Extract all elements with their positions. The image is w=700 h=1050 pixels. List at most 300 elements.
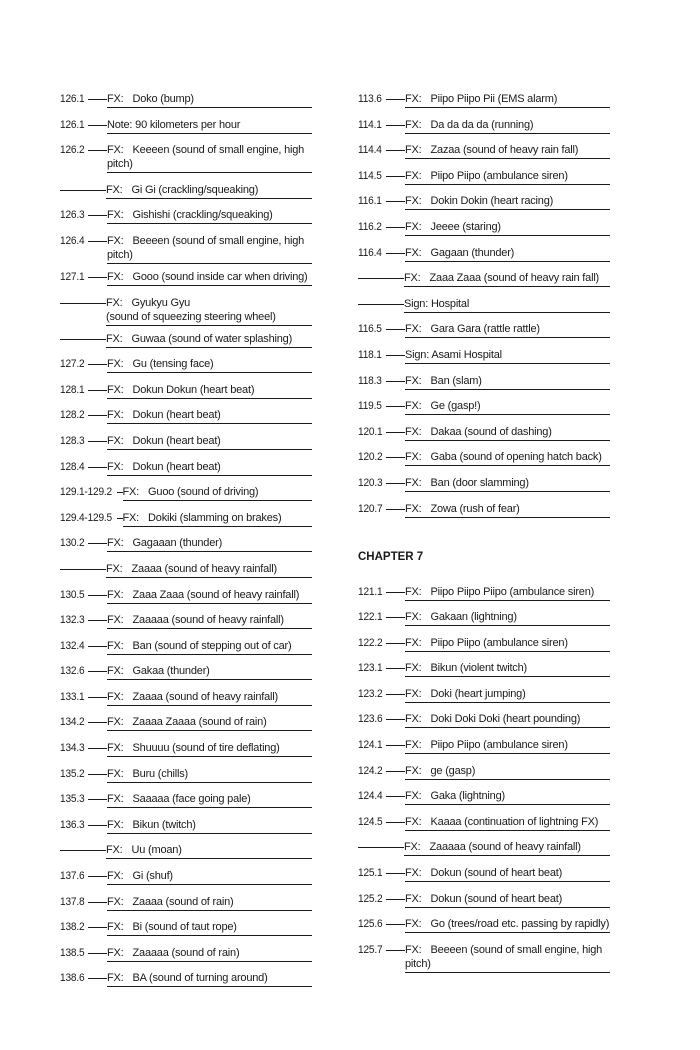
entry-description: Asami Hospital [431,348,502,361]
leader-line [386,406,405,407]
entry-type-label: FX: [405,815,422,828]
entry-description: Go (trees/road etc. passing by rapidly) [430,918,610,931]
entry-type-label: FX: [405,662,422,675]
entry-type-label: FX: [107,270,124,283]
entry-type-label: FX: [405,246,422,259]
entry-body [405,636,610,652]
glossary-entry [60,792,312,808]
glossary-entry [358,712,610,728]
glossary-entry [358,585,610,601]
leader-line [386,822,405,823]
entry-description: Zaaa Zaaa (sound of heavy rainfall) [132,588,300,601]
entry-page-number: 116.4 [358,246,382,259]
entry-type-label: FX: [405,867,422,880]
entry-description: Gi (shuf) [132,870,173,883]
glossary-entry [60,332,312,348]
leader-line [88,364,107,365]
leader-line [386,227,405,228]
entry-page-number: 120.7 [358,502,383,515]
glossary-entry [358,764,610,780]
entry-page-number: 136.3 [60,818,85,831]
entry-description: Gishishi (crackling/squeaking) [132,209,273,222]
entry-description: Gyukyu Gyu (sound of squeezing steering wheel) [106,296,276,323]
entry-description: Gakaa (thunder) [132,665,210,678]
leader-line [88,150,107,151]
glossary-entry [60,741,312,757]
entry-description: Dokun Dokun (heart beat) [132,383,255,396]
entry-type-label: FX: [106,332,123,345]
entry-body [107,715,312,731]
entry-description: Zaaaaa (sound of rain) [132,946,240,959]
entry-page-number: 125.7 [358,943,383,956]
entry-type-label: Sign: [405,348,430,361]
entry-description: Bikun (twitch) [132,818,196,831]
entry-page-number: 119.5 [358,400,382,413]
entry-body [106,562,312,578]
entry-page-number: 130.2 [60,537,85,550]
entry-type-label: FX: [107,409,124,422]
entry-type-label: Sign: [404,297,429,310]
entry-description: Zaaaa (sound of heavy rainfall) [132,690,278,703]
entry-description: Doki Doki Doki (heart pounding) [430,713,581,726]
glossary-entry [358,348,610,364]
entry-body [107,792,312,808]
glossary-entry [358,476,610,492]
glossary-entry [358,610,610,626]
glossary-entry [358,271,610,287]
entry-body [405,169,610,185]
right-column-bottom-list [358,585,610,973]
entry-page-number: 137.6 [60,870,85,883]
entry-page-number: 125.6 [358,918,383,931]
glossary-entry [60,664,312,680]
entry-body [107,767,312,783]
entry-page-number: 120.2 [358,451,383,464]
entry-page-number: 135.3 [60,793,85,806]
entry-page-number: 120.3 [358,476,383,489]
entry-body [107,383,312,399]
entry-description: Hospital [430,297,470,310]
glossary-entry [60,460,312,476]
entry-description: Gagaan (thunder) [430,246,515,259]
entry-description: Dakaa (sound of dashing) [430,425,552,438]
entry-page-number: 125.1 [358,867,383,880]
leader-line [386,253,405,254]
leader-line [386,176,405,177]
entry-body [107,143,312,173]
entry-description: Gooo (sound inside car when driving) [132,270,308,283]
entry-description: Zaaa Zaaa (sound of heavy rain fall) [429,272,600,285]
entry-page-number: 130.5 [60,588,85,601]
entry-body [405,815,610,831]
glossary-entry [358,92,610,108]
entry-body [107,408,312,424]
entry-body [405,246,610,262]
entry-description: Zaaaa (sound of rain) [132,895,234,908]
entry-description: Dokun (heart beat) [132,409,221,422]
entry-type-label: FX: [404,272,421,285]
entry-description: Gi Gi (crackling/squeaking) [131,183,259,196]
entry-body [405,143,610,159]
entry-type-label: FX: [405,169,422,182]
leader-line [386,796,405,797]
leader-line [386,432,405,433]
entry-type-label: FX: [107,234,124,247]
leader-line [386,592,405,593]
entry-description: Ge (gasp!) [430,400,481,413]
entry-page-number: 121.1 [358,585,383,598]
glossary-entry [60,183,312,199]
entry-page-number: 127.1 [60,270,85,283]
leader-line [386,873,405,874]
entry-description: Bikun (violent twitch) [430,662,527,675]
entry-description: Uu (moan) [131,844,182,857]
leader-line [60,850,106,851]
entry-body [405,374,610,390]
glossary-entry [358,738,610,754]
entry-type-label: FX: [107,639,124,652]
glossary-entry [60,383,312,399]
entry-body [405,399,610,415]
glossary-entry [358,399,610,415]
leader-line [386,643,405,644]
glossary-entry [358,502,610,518]
entry-type-label: FX: [107,921,124,934]
entry-body [405,348,610,364]
entry-type-label: FX: [107,818,124,831]
leader-line [386,924,405,925]
glossary-entry [358,374,610,390]
entry-body [405,476,610,492]
entry-body [405,118,610,134]
entry-body [107,971,312,987]
entry-type-label: FX: [405,323,422,336]
entry-description: Buru (chills) [132,767,188,780]
entry-type-label: FX: [106,296,123,309]
glossary-entry [60,843,312,859]
leader-line [386,355,405,356]
entry-body [405,92,610,108]
entry-body [106,296,312,326]
leader-line [88,620,107,621]
entry-page-number: 128.4 [60,460,85,473]
leader-line [88,646,107,647]
leader-line [88,722,107,723]
entry-type-label: FX: [405,764,422,777]
leader-line [88,953,107,954]
glossary-entry [60,270,312,286]
leader-line [88,241,107,242]
entry-description: Gaka (lightning) [430,790,505,803]
glossary-entry [358,815,610,831]
entry-type-label: FX: [405,400,422,413]
glossary-entry [358,297,610,313]
entry-type-label: FX: [405,374,422,387]
leader-line [386,950,405,951]
entry-description: Piipo Piipo (ambulance siren) [430,739,568,752]
glossary-entry [60,920,312,936]
entry-type-label: FX: [405,220,422,233]
entry-description: Jeeee (staring) [430,220,501,233]
entry-page-number: 116.1 [358,195,382,208]
entry-type-label: FX: [107,972,124,985]
entry-description: Ban (sound of stepping out of car) [132,639,292,652]
entry-page-number: 128.2 [60,409,85,422]
glossary-entry [60,536,312,552]
entry-page-number: 126.2 [60,144,85,157]
glossary-entry [60,767,312,783]
entry-body [107,270,312,286]
glossary-entry [358,450,610,466]
entry-page-number: 134.2 [60,716,85,729]
entry-type-label: FX: [107,358,124,371]
leader-line [358,278,404,279]
entry-body [405,220,610,236]
entry-body [405,322,610,338]
glossary-entry [60,357,312,373]
leader-line [88,748,107,749]
glossary-entry [358,322,610,338]
glossary-entry [60,588,312,604]
entry-type-label: FX: [122,486,140,499]
entry-description: Dokun (heart beat) [132,434,221,447]
entry-type-label: FX: [405,451,422,464]
entry-page-number: 138.2 [60,921,85,934]
entry-body [405,502,610,518]
leader-line [386,899,405,900]
entry-page-number: 132.3 [60,614,85,627]
entry-type-label: FX: [405,636,422,649]
leader-line [386,483,405,484]
entry-body [107,434,312,450]
glossary-entry [358,194,610,210]
glossary-entry [60,485,312,501]
entry-description: ge (gasp) [430,764,476,777]
entry-type-label: FX: [107,690,124,703]
entry-type-label: FX: [405,195,422,208]
entry-body [405,425,610,441]
entry-type-label: FX: [107,209,124,222]
glossary-entry [60,895,312,911]
entry-body [405,738,610,754]
entry-type-label: FX: [405,892,422,905]
entry-type-label: FX: [107,93,124,105]
entry-page-number: 123.1 [358,662,383,675]
glossary-entry [60,639,312,655]
entry-description: Kaaaa (continuation of lightning FX) [430,815,599,828]
leader-line [386,617,405,618]
leader-line [358,847,404,848]
glossary-entry [60,869,312,885]
entry-page-number: 113.6 [358,93,382,105]
leader-line [386,509,405,510]
entry-description: Shuuuu (sound of tire deflating) [132,742,280,755]
glossary-entry [358,840,610,856]
entry-type-label: FX: [405,425,422,438]
entry-body [107,869,312,885]
leader-line [386,668,405,669]
entry-description: Guwaa (sound of water splashing) [131,332,293,345]
entry-description: Doko (bump) [132,93,194,105]
entry-description: BA (sound of turning around) [132,972,268,985]
entry-page-number: 116.5 [358,323,382,336]
entry-type-label: FX: [405,943,422,956]
entry-page-number: 134.3 [60,742,85,755]
entry-description: Gu (tensing face) [132,358,214,371]
leader-line [386,694,405,695]
entry-description: Piipo Piipo (ambulance siren) [430,636,568,649]
glossary-entry [60,715,312,731]
glossary-entry [60,408,312,424]
entry-body [123,511,312,527]
glossary-entry [60,296,312,326]
entry-body [107,690,312,706]
entry-description: Zaaaaa (sound of heavy rainfall) [132,614,284,627]
glossary-entry [358,220,610,236]
entry-page-number: 126.1 [60,93,85,105]
entry-description: 90 kilometers per hour [135,118,241,131]
entry-page-number: 124.4 [358,790,383,803]
entry-type-label: FX: [107,742,124,755]
entry-body [405,866,610,882]
glossary-entry [358,636,610,652]
entry-page-number: 129.1-129.2 [60,486,113,499]
leader-line [60,190,106,191]
entry-body [106,183,312,199]
entry-page-number: 114.1 [358,118,382,131]
entry-description: Saaaaa (face going pale) [132,793,251,806]
entry-body [405,450,610,466]
glossary-entry [358,892,610,908]
entry-body [405,661,610,677]
entry-body [107,664,312,680]
leader-line [88,902,107,903]
entry-description: Zaaaa Zaaaa (sound of rain) [132,716,267,729]
entry-body [107,639,312,655]
entry-page-number: 128.3 [60,434,85,447]
glossary-entry [358,687,610,703]
leader-line [88,99,107,100]
entry-page-number: 123.6 [358,713,383,726]
entry-page-number: 123.2 [358,687,383,700]
entry-page-number: 118.3 [358,374,382,387]
entry-description: Dokun (sound of heart beat) [430,892,563,905]
glossary-entry [60,613,312,629]
entry-description: Dokun (sound of heart beat) [430,867,563,880]
leader-line [386,150,405,151]
entry-type-label: FX: [122,511,140,524]
entry-body [107,588,312,604]
entry-body [107,818,312,834]
entry-body [405,764,610,780]
leader-line [386,125,405,126]
entry-page-number: 114.5 [358,169,382,182]
right-column-top-list [358,92,610,518]
entry-type-label: FX: [107,716,124,729]
entry-type-label: FX: [405,476,422,489]
entry-page-number: 114.4 [358,144,382,157]
leader-line [88,415,107,416]
entry-description: Keeeen (sound of small engine, high pitch) [107,144,305,171]
chapter-heading: CHAPTER 7 [358,550,424,563]
entry-description: Dokiki (slamming on brakes) [148,511,282,524]
entry-type-label: FX: [405,687,422,700]
entry-description: Zaaaa (sound of heavy rainfall) [131,562,277,575]
entry-type-label: FX: [405,739,422,752]
entry-description: Ban (door slamming) [430,476,529,489]
leader-line [60,569,106,570]
leader-line [60,339,106,340]
glossary-entry [60,971,312,987]
entry-type-label: Note: [107,118,133,131]
entry-body [405,712,610,728]
glossary-entry [60,434,312,450]
leader-line [88,799,107,800]
leader-line [386,99,405,100]
entry-description: Beeeen (sound of small engine, high pitch) [107,234,305,261]
entry-description: Gakaan (lightning) [430,611,517,624]
glossary-entry [358,866,610,882]
entry-body [405,943,610,973]
entry-body [404,297,610,313]
entry-body [107,92,312,108]
entry-page-number: 126.1 [60,118,85,131]
entry-type-label: FX: [107,588,124,601]
entry-description: Gaba (sound of opening hatch back) [430,451,602,464]
leader-line [358,304,404,305]
entry-page-number: 137.8 [60,895,85,908]
entry-body [107,741,312,757]
entry-body [107,895,312,911]
entry-page-number: 124.1 [358,739,383,752]
leader-line [88,825,107,826]
glossary-entry [60,818,312,834]
entry-description: Ban (slam) [430,374,482,387]
leader-line [88,595,107,596]
entry-page-number: 126.3 [60,209,85,222]
leader-line [88,390,107,391]
glossary-entry [358,246,610,262]
entry-description: Guoo (sound of driving) [148,486,259,499]
entry-page-number: 127.2 [60,358,85,371]
entry-description: Gagaaan (thunder) [132,537,223,550]
entry-page-number: 132.4 [60,639,85,652]
entry-page-number: 129.4-129.5 [60,511,113,524]
glossary-entry [60,92,312,108]
entry-description: Piipo Piipo (ambulance siren) [430,169,568,182]
entry-type-label: FX: [107,767,124,780]
entry-type-label: FX: [107,383,124,396]
leader-line [60,303,106,304]
entry-body [107,357,312,373]
entry-type-label: FX: [405,144,422,157]
entry-type-label: FX: [107,793,124,806]
leader-line [88,441,107,442]
glossary-entry [358,425,610,441]
entry-page-number: 132.6 [60,665,85,678]
leader-line [88,876,107,877]
left-column [60,92,312,997]
entry-body [107,946,312,962]
entry-page-number: 126.4 [60,234,85,247]
glossary-entry [358,143,610,159]
entry-description: Zazaa (sound of heavy rain fall) [430,144,579,157]
entry-page-number: 124.2 [358,764,383,777]
entry-type-label: FX: [405,118,422,131]
entry-body [405,892,610,908]
entry-body [405,789,610,805]
entry-page-number: 133.1 [60,690,85,703]
